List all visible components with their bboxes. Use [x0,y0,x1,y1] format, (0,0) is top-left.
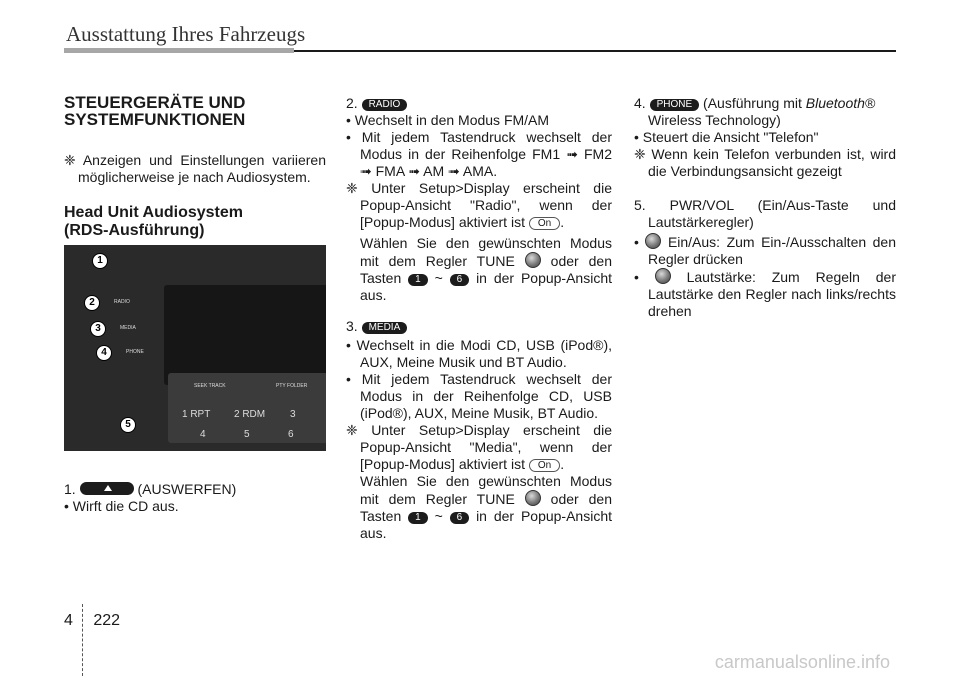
unit-label-seek: SEEK TRACK [194,383,226,389]
callout-3: 3 [90,321,106,337]
pwr-knob-icon [645,233,661,249]
unit-key-3: 3 [290,409,296,420]
tune-knob-icon-2 [525,490,541,506]
radio-bullet-2: • Mit jedem Tastendruck wechselt der Modus in der Reihenfolge FM1 ➟ FM2 ➟ FMA ➟ AM ➟ AMA. [346,129,612,179]
volume-bullet: • Lautstärke: Zum Regeln der Lautstärke den Regler nach links/rechts drehen [634,269,897,319]
column-2 [346,95,612,542]
media-note-mode-text: Wählen Sie den gewünschten Modus mit dem Regler TUNE [360,473,612,507]
unit-label-phone: PHONE [126,349,144,355]
head-unit-image [64,245,326,451]
media-note-keys-text: oder den Tasten [360,491,612,524]
page-header-title: Ausstattung Ihres Fahrzeugs [66,22,306,46]
page-number-value: 222 [93,612,121,629]
item-1-number: 1. [64,481,76,497]
radio-note-end-text: in der Popup-Ansicht aus. [360,270,612,303]
key-6-badge: 6 [450,274,470,286]
media-key-badge: MEDIA [362,322,408,334]
column-3 [634,95,896,320]
item-1-label: (AUSWERFEN) [137,481,237,497]
item-4-heading [634,95,896,112]
unit-key-1: 1 RPT [182,409,211,420]
page-number [64,612,120,630]
radio-note-keys-text: oder den Tasten [360,253,612,286]
key-range-tilde-2: ~ [434,508,443,524]
media-note-text: ❈ Unter Setup>Display erscheint die Popup-Ansicht "Media", wenn der [Popup-Modus] aktiviert ist [346,422,612,472]
unit-key-4: 4 [200,429,206,440]
eject-key-icon [80,482,134,495]
item-3-number: 3. [346,318,358,334]
unit-label-media: MEDIA [120,325,136,331]
media-bullet-1: • Wechselt in die Modi CD, USB (iPod®), AUX, Meine Musik und BT Audio. [346,337,612,370]
item-5: 5. PWR/VOL (Ein/Aus-Taste und Lautstärkeregler) [634,197,896,230]
callout-4: 4 [96,345,112,361]
radio-bullet-1: • Wechselt in den Modus FM/AM [346,112,550,128]
media-bullet-2: • Mit jedem Tastendruck wechselt der Modus in der Reihenfolge CD, USB (iPod®), AUX, Meine Musik, BT Audio. [346,371,612,421]
radio-note-mode-text: Wählen Sie den gewünschten Modus mit dem Regler TUNE [360,235,612,269]
header-rule [294,50,896,52]
item-4-text: (Ausführung mit [703,95,802,111]
key-1-badge: 1 [408,274,428,286]
callout-2: 2 [84,295,100,311]
key-range-tilde: ~ [434,270,443,286]
unit-key-6: 6 [288,429,294,440]
column-1 [64,152,326,240]
key-1-badge-2: 1 [408,512,428,524]
head-unit-subheading: Head Unit Audiosystem (RDS-Ausführung) [64,204,243,239]
power-bullet: • Ein/Aus: Zum Ein-/Ausschalten den Regler drücken [634,234,897,267]
bluetooth-label: Bluetooth® [805,95,876,111]
power-bullet-text: Ein/Aus: Zum Ein-/Ausschalten den Regler drücken [648,234,897,267]
phone-note: ❈ Wenn kein Telefon verbunden ist, wird die Verbindungsansicht gezeigt [634,146,896,179]
item-1-bullet: • Wirft die CD aus. [64,498,179,514]
tune-knob-icon [525,252,541,268]
unit-label-radio: RADIO [114,299,130,305]
unit-key-5: 5 [244,429,250,440]
unit-key-2: 2 RDM [234,409,266,420]
radio-note-continued [346,235,612,304]
media-note: ❈ Unter Setup>Display erscheint die Popup-Ansicht "Media", wenn der [Popup-Modus] aktiviert ist On . [346,422,612,472]
radio-key-badge: RADIO [362,99,408,111]
radio-note: ❈ Unter Setup>Display erscheint die Popup-Ansicht "Radio", wenn der [Popup-Modus] aktiviert ist On . [346,180,612,230]
header-rule-accent [64,48,294,53]
item-4-text-2: Wireless Technology) [648,112,781,128]
page-number-divider [82,604,83,676]
unit-label-pty: PTY FOLDER [276,383,308,389]
radio-note-text: ❈ Unter Setup>Display erscheint die Popup-Ansicht "Radio", wenn der [Popup-Modus] aktiviert ist [346,180,612,230]
section-title: STEUERGERÄTE UND SYSTEMFUNKTIONEN [64,93,246,129]
media-note-continued [346,473,612,542]
chapter-number: 4 [64,612,73,629]
on-key-badge: On [529,217,560,230]
phone-bullet-1: • Steuert die Ansicht "Telefon" [634,129,819,145]
volume-bullet-text: Lautstärke: Zum Regeln der Lautstärke den Regler nach links/rechts drehen [648,269,897,319]
on-key-badge-2: On [529,459,560,472]
item-4-number: 4. [634,95,646,111]
key-6-badge-2: 6 [450,512,470,524]
audio-note: ❈ Anzeigen und Einstellungen variieren möglicherweise je nach Audiosystem. [64,152,326,185]
phone-key-badge: PHONE [650,99,700,111]
item-2-number: 2. [346,95,358,111]
media-note-end-text: in der Popup-Ansicht aus. [360,508,612,541]
vol-knob-icon [655,268,671,284]
watermark: carmanualsonline.info [714,652,890,672]
callout-5: 5 [120,417,136,433]
callout-1: 1 [92,253,108,269]
item-1 [64,481,326,515]
unit-display [164,285,326,385]
